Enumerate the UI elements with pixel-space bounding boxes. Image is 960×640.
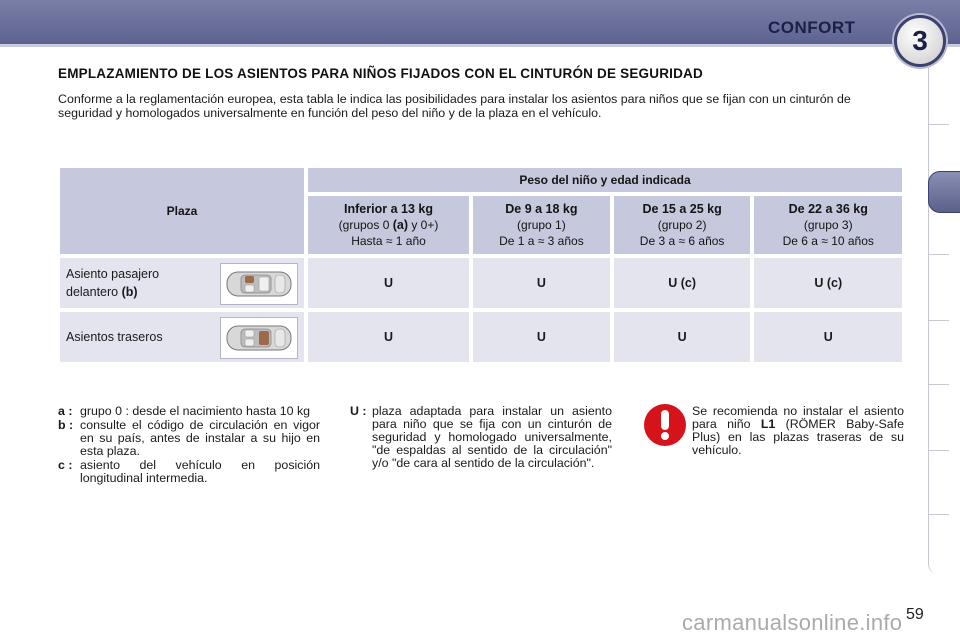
warning-text: Se recomienda no instalar el asiento para niño L1 (RÖMER Baby-Safe Plus) en las plazas traseras de su vehículo. (692, 404, 904, 457)
footnote-u: U : plaza adaptada para instalar un asiento para niño que se fija con un cinturón de seguridad y homologado universalmente, "de espaldas al sentido de la circulación" y/o "de cara al sentido de la circulación". (350, 404, 612, 470)
group-header (473, 196, 610, 254)
page-number: 59 (906, 606, 924, 623)
footnote-a: a : grupo 0 : desde el nacimiento hasta 10 kg (58, 404, 311, 418)
page-title: EMPLAZAMIENTO DE LOS ASIENTOS PARA NIÑOS FIJADOS CON EL CINTURÓN DE SEGURIDAD (58, 66, 703, 81)
side-tab-divider (929, 450, 949, 451)
group-header (614, 196, 751, 254)
chapter-title: CONFORT (768, 18, 856, 37)
side-tab-divider (929, 320, 949, 321)
seat-cell-front (60, 258, 304, 308)
side-tab-divider (929, 124, 949, 125)
seat-label: Asientos traseros (66, 330, 163, 344)
value-cell: U (677, 330, 687, 344)
table-row (60, 258, 902, 308)
weight-header: Peso del niño y edad indicada (308, 168, 902, 192)
group-age: De 3 a ≈ 6 años (639, 234, 725, 248)
value-cell: U (383, 330, 394, 344)
side-thumb-index (928, 66, 949, 574)
seat-cell-rear (60, 312, 304, 362)
value-cell: U (383, 276, 394, 290)
watermark: carmanualsonline.info (682, 610, 903, 635)
value-cell: U (536, 330, 546, 344)
group-age: Hasta ≈ 1 año (351, 234, 426, 248)
seat-label: Asiento pasajero delantero (b) (66, 267, 160, 299)
side-tab-divider (929, 384, 949, 385)
intro-paragraph: Conforme a la reglamentación europea, esta tabla le indica las posibilidades para instalar los asientos para niños que se fijan con un cinturón de seguridad y homologados universalmente en función del peso del niño y de la plaza en el vehículo. (58, 92, 851, 120)
value-cell: U (536, 276, 546, 290)
group-name: De 22 a 36 kg (788, 202, 868, 216)
group-label: (grupo 2) (657, 218, 707, 232)
footnote-b: b : consulte el código de circulación en vigor en su país, antes de instalar a su hijo en esta plaza. (58, 418, 320, 458)
child-seat-table (56, 164, 906, 366)
group-label: (grupos 0 (a) y 0+) (338, 218, 439, 232)
chapter-number-badge: 3 (894, 15, 946, 67)
group-name: De 9 a 18 kg (505, 202, 578, 216)
value-cell: U (c) (814, 276, 843, 290)
group-header (754, 196, 902, 254)
table-row (60, 312, 902, 362)
group-age: De 6 a ≈ 10 años (782, 234, 874, 248)
side-tab-divider (929, 514, 949, 515)
top-banner-line (0, 44, 960, 47)
value-cell: U (823, 330, 833, 344)
group-name: Inferior a 13 kg (344, 202, 433, 216)
group-label: (grupo 1) (517, 218, 566, 232)
group-label: (grupo 3) (803, 218, 853, 232)
plaza-header: Plaza (60, 168, 304, 254)
group-name: De 15 a 25 kg (642, 202, 722, 216)
group-age: De 1 a ≈ 3 años (499, 234, 584, 248)
footnotes-left (58, 405, 320, 486)
group-header (308, 196, 469, 254)
footnote-c: c : asiento del vehículo en posición longitudinal intermedia. (58, 458, 320, 485)
exclamation-icon (644, 404, 686, 446)
value-cell: U (c) (668, 276, 696, 290)
side-tab-divider (929, 254, 949, 255)
car-top-view-icon (220, 263, 298, 305)
car-top-view-icon (220, 317, 298, 359)
side-tab-active[interactable] (928, 171, 960, 213)
